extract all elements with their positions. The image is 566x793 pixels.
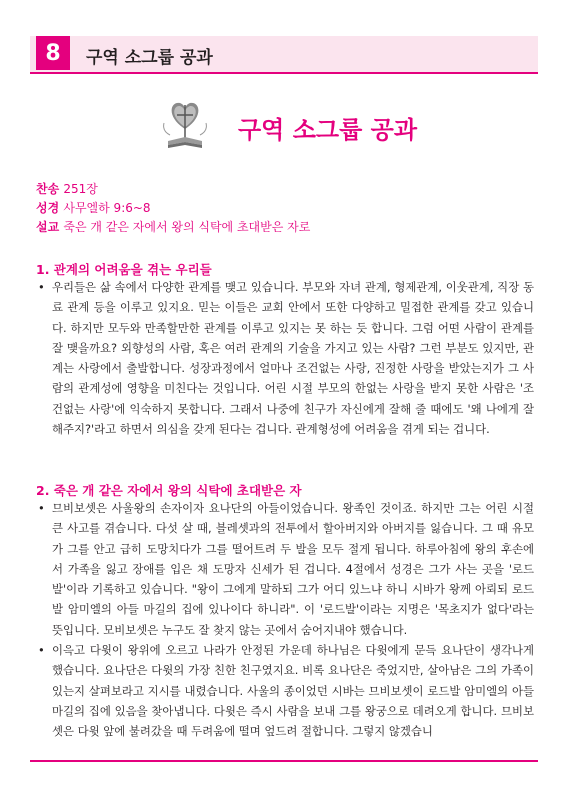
paragraph-text: 므비보셋은 사울왕의 손자이자 요나단의 아들이었습니다. 왕족인 것이죠. 하지만 그는 어린 시절 큰 사고를 겪습니다. 다섯 살 때, 블레셋과의 전투에서 할아버지와 아버지를 잃습니다. 그 때 유모가 그를 안고 급히 도망치다가 그를 떨어트려 두 발을 모두 절게 됩니다. 하루아침에 왕의 후손에서 가족을 잃고 장애를 입은 채 도망자 신세가 된 겁니다. 4절에서 성경은 그가 사는 곳을 '로드발'이라 기록하고 있습니다. "왕이 그에게 말하되 그가 어디 있느냐 하니 시바가 왕께 아뢰되 로드발 암미엘의 아들 마길의 집에 있나이다 하니라". 이 '로드발'이라는 지명은 '목초지가 없다'라는 뜻입니다. 모비보셋은 누구도 잘 찾지 않는 곳에서 숨어지내야 했습니다.: [52, 501, 534, 637]
header-title: 구역 소그룹 공과: [86, 48, 213, 68]
footer-divider: [30, 760, 538, 762]
paragraph-text: 우리들은 삶 속에서 다양한 관계를 맺고 있습니다. 부모와 자녀 관계, 형제관계, 이웃관계, 직장 동료 관계 등을 이루고 있지요. 믿는 이들은 교회 안에서 또한 다양하고 밀접한 관계를 갖고 있습니다. 하지만 모두와 만족할만한 관계를 이루고 있지는 못 하는 듯 합니다. 그럼 어떤 사람이 관계를 잘 맺을까요? 외향성의 사람, 혹은 여러 관계의 기술을 가지고 있는 사람? 그런 부분도 있지만, 관계는 사랑에서 출발합니다. 성장과정에서 얼마나 조건없는 사랑, 진정한 사랑을 받았는지가 그 사람의 관계성에 영향을 미친다는 것입니다. 어린 시절 부모의 한없는 사랑을 받지 못한 사람은 '조건없는 사랑'에 익숙하지 못합니다. 그래서 나중에 친구가 자신에게 잘해 줄 때에도 '왜 나에게 잘해주지?'라고 하면서 의심을 갖게 된다는 겁니다. 관계형성에 어려움을 겪게 되는 겁니다.: [52, 280, 534, 437]
sermon-value: 죽은 개 같은 자에서 왕의 식탁에 초대받은 자로: [63, 220, 311, 234]
section-title: 2. 죽은 개 같은 자에서 왕의 식탁에 초대받은 자: [36, 483, 302, 498]
sermon-label: 설교: [36, 220, 60, 234]
paragraph: [38, 640, 534, 741]
bullet-icon: •: [38, 280, 45, 294]
heart-bible-emblem-icon: [156, 95, 214, 153]
sermon-line: [36, 218, 310, 235]
page-title: 구역 소그룹 공과: [238, 116, 417, 144]
hymn-label: 찬송: [36, 182, 60, 196]
hymn-value: 251장: [63, 182, 98, 196]
header-divider: [30, 72, 538, 74]
scripture-label: 성경: [36, 201, 60, 215]
bullet-icon: •: [38, 643, 45, 657]
paragraph-text: 이윽고 다윗이 왕위에 오르고 나라가 안정된 가운데 하나님은 다윗에게 문득 요나단이 생각나게 했습니다. 요나단은 다윗의 가장 친한 친구였지요. 비록 요나단은 죽었지만, 살아남은 그의 가족이 있는지 살펴보라고 지시를 내렸습니다. 사울의 종이었던 시바는 므비보셋이 로드발 암미엘의 아들 마길의 집에 있음을 찾아냅니다. 다윗은 즉시 사람을 보내 그를 왕궁으로 데려오게 합니다. 므비보셋은 다윗 앞에 불려갔을 때 두려움에 떨며 엎드려 절합니다. 그렇지 않겠습니: [52, 643, 534, 739]
scripture-value: 사무엘하 9:6~8: [63, 201, 151, 215]
section-title: 1. 관계의 어려움을 겪는 우리들: [36, 262, 212, 277]
chapter-number-badge: 8: [36, 36, 70, 70]
scripture-line: [36, 199, 151, 216]
paragraph: [38, 277, 534, 439]
bullet-icon: •: [38, 501, 45, 515]
hymn-line: [36, 180, 98, 197]
paragraph: [38, 498, 534, 640]
